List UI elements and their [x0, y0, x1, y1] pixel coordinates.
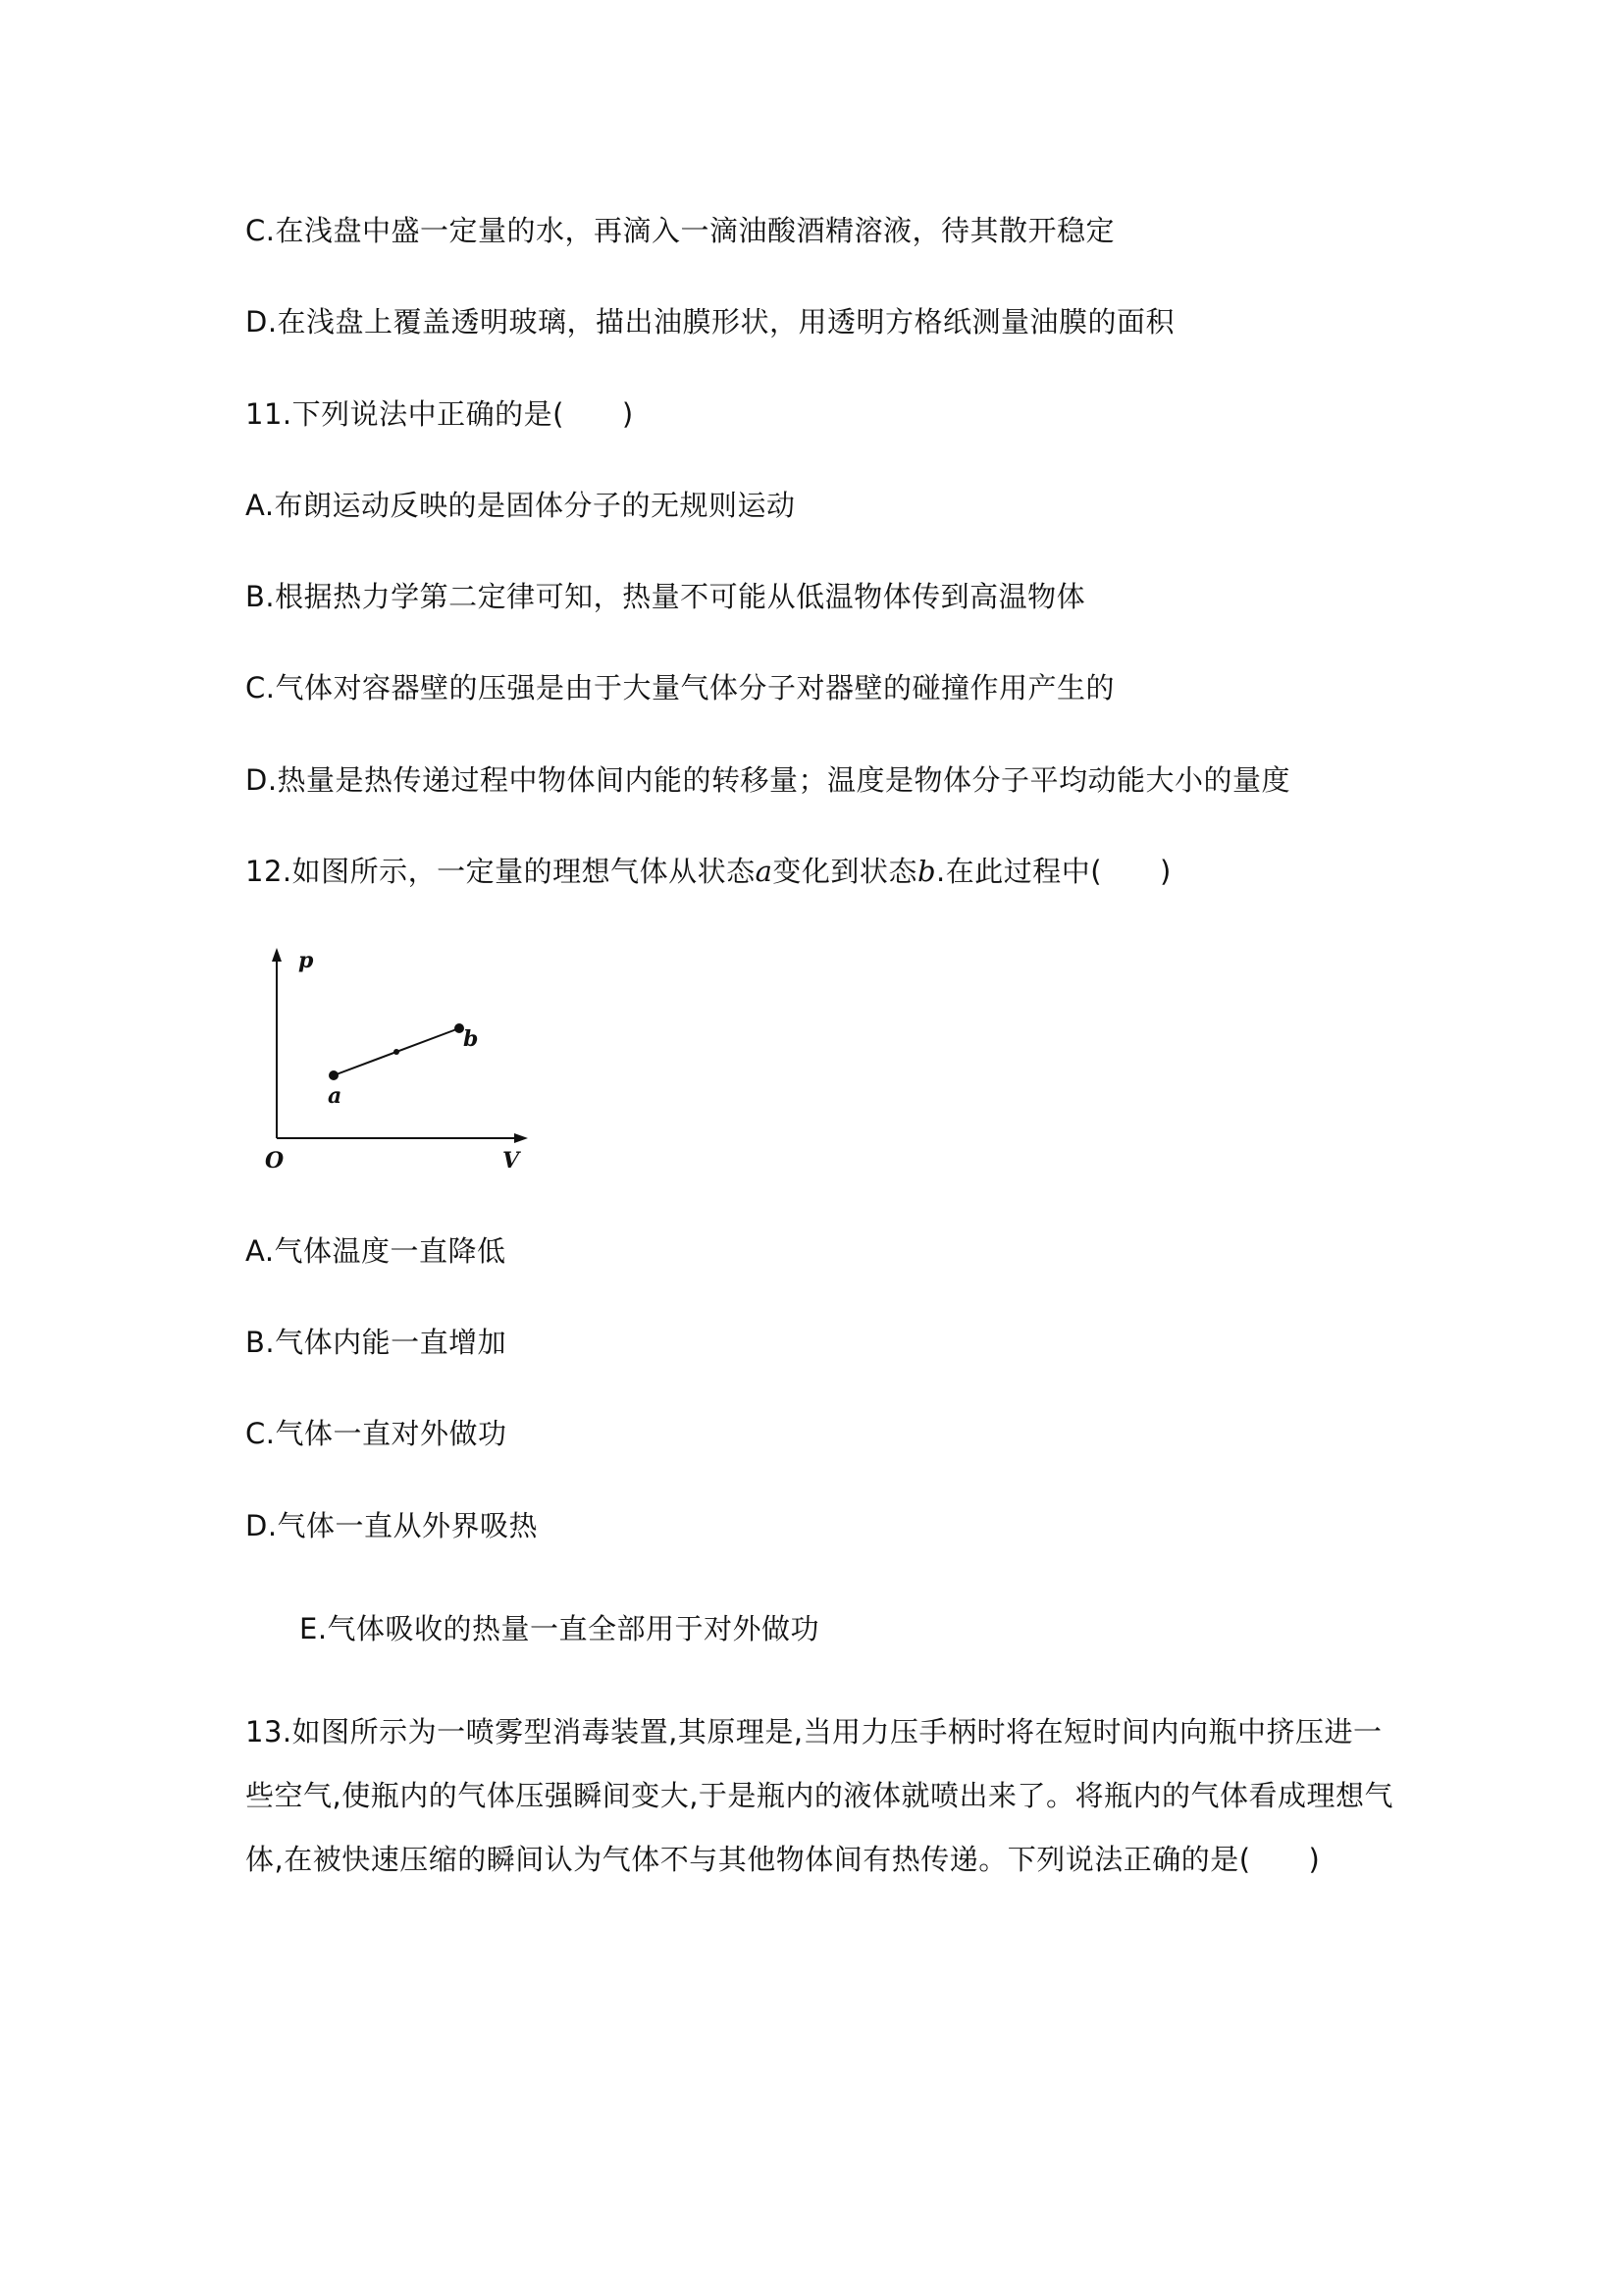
q12-option-e: E.气体吸收的热量一直全部用于对外做功 — [299, 1612, 820, 1645]
q12-option-a: A.气体温度一直降低 — [245, 1234, 506, 1268]
point-a-label: a — [328, 1083, 342, 1109]
q12-stem-part-2: 变化到状态 — [772, 855, 917, 888]
q12-stem-part-3: .在此过程中( ) — [936, 855, 1172, 888]
q10-option-c: C.在浅盘中盛一定量的水，再滴入一滴油酸酒精溶液，待其散开稳定 — [245, 214, 1115, 247]
q11-option-a: A.布朗运动反映的是固体分子的无规则运动 — [245, 489, 796, 522]
q12-option-b: B.气体内能一直增加 — [245, 1326, 507, 1359]
x-axis-arrow — [514, 1133, 528, 1143]
q10-option-d: D.在浅盘上覆盖透明玻璃，描出油膜形状，用透明方格纸测量油膜的面积 — [245, 305, 1176, 339]
q11-option-c: C.气体对容器壁的压强是由于大量气体分子对器壁的碰撞作用产生的 — [245, 671, 1115, 704]
q11-option-b: B.根据热力学第二定律可知，热量不可能从低温物体传到高温物体 — [245, 580, 1086, 613]
q13-stem-line-1: 13.如图所示为一喷雾型消毒装置,其原理是,当用力压手柄时将在短时间内向瓶中挤压进一 — [245, 1715, 1383, 1748]
origin-label: O — [265, 1148, 285, 1174]
point-b-label: b — [463, 1026, 479, 1052]
q12-stem-part-1: 12.如图所示，一定量的理想气体从状态 — [245, 855, 756, 888]
point-a — [329, 1070, 339, 1080]
q13-stem-line-2: 些空气,使瓶内的气体压强瞬间变大,于是瓶内的液体就喷出来了。将瓶内的气体看成理想气 — [245, 1779, 1393, 1812]
q11-option-d: D.热量是热传递过程中物体间内能的转移量；温度是物体分子平均动能大小的量度 — [245, 763, 1291, 797]
q11-stem: 11.下列说法中正确的是( ) — [245, 397, 634, 431]
pv-diagram — [265, 942, 540, 1177]
y-axis-arrow — [272, 948, 282, 962]
point-mid — [393, 1049, 399, 1055]
q13-stem-line-3: 体,在被快速压缩的瞬间认为气体不与其他物体间有热传递。下列说法正确的是( ) — [245, 1843, 1321, 1876]
q12-option-d: D.气体一直从外界吸热 — [245, 1509, 539, 1542]
q12-state-b: b — [916, 855, 937, 888]
q12-state-a: a — [755, 855, 773, 888]
y-axis-label: p — [298, 948, 314, 973]
q12-option-c: C.气体一直对外做功 — [245, 1417, 507, 1450]
q12-stem — [245, 852, 1172, 891]
x-axis-label: V — [502, 1148, 520, 1174]
